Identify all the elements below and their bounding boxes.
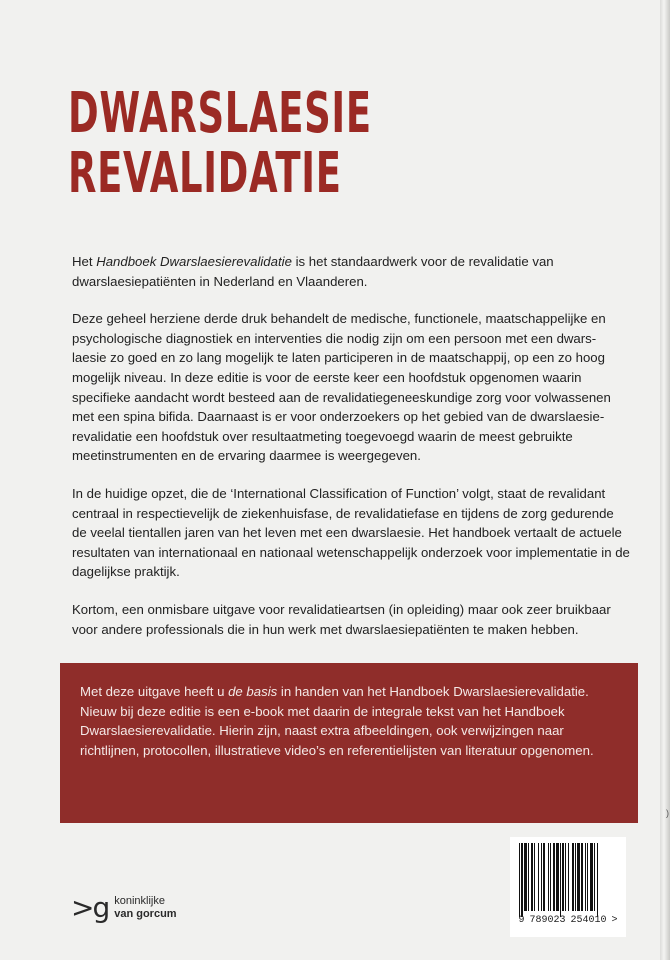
page-edge (660, 0, 670, 960)
barcode-bars (518, 843, 620, 917)
isbn-barcode (510, 837, 626, 937)
barcode-bar (538, 843, 539, 911)
barcode-bar (519, 843, 520, 917)
callout-text-end: in handen van het Handboek Dwarslaesierevalidatie. Nieuw bij deze editie is een e-book met daarin de integrale tekst van het Handboek Dwarslaesierevalidatie. Hierin zijn, naast extra afbeeldingen, ook verwijzingen naar richtlijnen, protocollen, illustratieve video’s en referentielijsten van literatuur opgenomen. (80, 684, 594, 758)
barcode-bar (543, 843, 545, 911)
barcode-bar (587, 843, 588, 911)
paragraph-summary: Kortom, een onmisbare uitgave voor revalidatieartsen (in opleiding) maar ook zeer bruikbaar voor andere professionals die in hun werk met dwarslaesiepatiënten te maken hebben. (72, 601, 611, 637)
barcode-bar (556, 843, 559, 911)
publisher-name-line-1: koninklijke (114, 895, 165, 907)
barcode-bar (521, 843, 523, 917)
book-title (68, 81, 372, 206)
edge-mark: ) (666, 808, 669, 818)
barcode-bar (524, 843, 527, 911)
ebook-callout-box (60, 663, 638, 823)
barcode-bar (565, 843, 566, 911)
barcode-bar (560, 843, 561, 917)
barcode-bar (597, 843, 598, 917)
barcode-bar (577, 843, 580, 911)
barcode-bar (534, 843, 535, 911)
barcode-bar (590, 843, 593, 911)
title-line-1: DWARSLAESIE (68, 81, 372, 146)
barcode-bar (575, 843, 576, 911)
paragraph-scope: Deze geheel herziene derde druk behandelt de medische, functionele, maatschappelijke en psychologische diagnostiek en interventies die nodig zijn om een persoon met een dwars-laesie zo goed en zo lang mogelijk te laten participeren in de maatschappij, op een zo hoog mogelijk niveau. In deze editie is voor de eerste keer een hoofdstuk opgenomen waarin specifieke aandacht wordt besteed aan de revalidatiegeneeskundige zorg voor volwassenen met een spina bifida. Daarnaast is er voor onderzoekers op het gebied van de dwarslaesie-revalidatie een hoofdstuk over resultaatmeting toegevoegd waarin de meest gebruikte meetinstrumenten en de ervaring daarmee is weergegeven. (72, 311, 611, 464)
barcode-bar (541, 843, 542, 911)
isbn-digits (510, 915, 626, 926)
intro-text-start: Het (72, 254, 97, 269)
barcode-bar (585, 843, 586, 911)
callout-italic: de basis (228, 684, 278, 699)
isbn-quiet-zone-mark: > (611, 915, 618, 926)
blurb (72, 252, 630, 657)
barcode-bar (548, 843, 549, 911)
publisher-name-line-2: van gorcum (114, 908, 177, 920)
barcode-bar (550, 843, 551, 911)
publisher-logo-icon: >g (71, 891, 109, 924)
barcode-bar (581, 843, 583, 911)
barcode-bar (594, 843, 595, 911)
barcode-bar (562, 843, 564, 911)
publisher-logo (71, 891, 177, 924)
isbn-group-2: 254010 (570, 915, 607, 926)
barcode-bar (568, 843, 569, 911)
title-line-2: REVALIDATIE (68, 141, 342, 206)
barcode-bar (572, 843, 574, 911)
paragraph-icf: In de huidige opzet, die de ‘International Classification of Function’ volgt, staat de revalidant centraal in respectievelijk de ziekenhuisfase, de revalidatiefase en tijdens de zorg gedurende de veelal tientallen jaren van het leven met een dwarslaesie. Het handboek vertaalt de actuele resultaten van internationaal en nationaal wetenschappelijk onderzoek voor implementatie in de dagelijkse praktijk. (72, 485, 630, 580)
barcode-bar (528, 843, 529, 911)
intro-text-end: is het standaardwerk voor de revalidatie van dwarslaesiepatiënten in Nederland en Vlaanderen. (72, 254, 554, 289)
handbook-title-italic: Handboek Dwarslaesierevalidatie (96, 254, 292, 269)
barcode-bar (553, 843, 555, 911)
isbn-lead-digit: 9 (518, 915, 525, 926)
isbn-group-1: 789023 (529, 915, 566, 926)
intro-paragraph (72, 252, 630, 291)
barcode-bar (531, 843, 533, 911)
callout-text-start: Met deze uitgave heeft u (80, 684, 229, 699)
publisher-name (114, 895, 176, 921)
